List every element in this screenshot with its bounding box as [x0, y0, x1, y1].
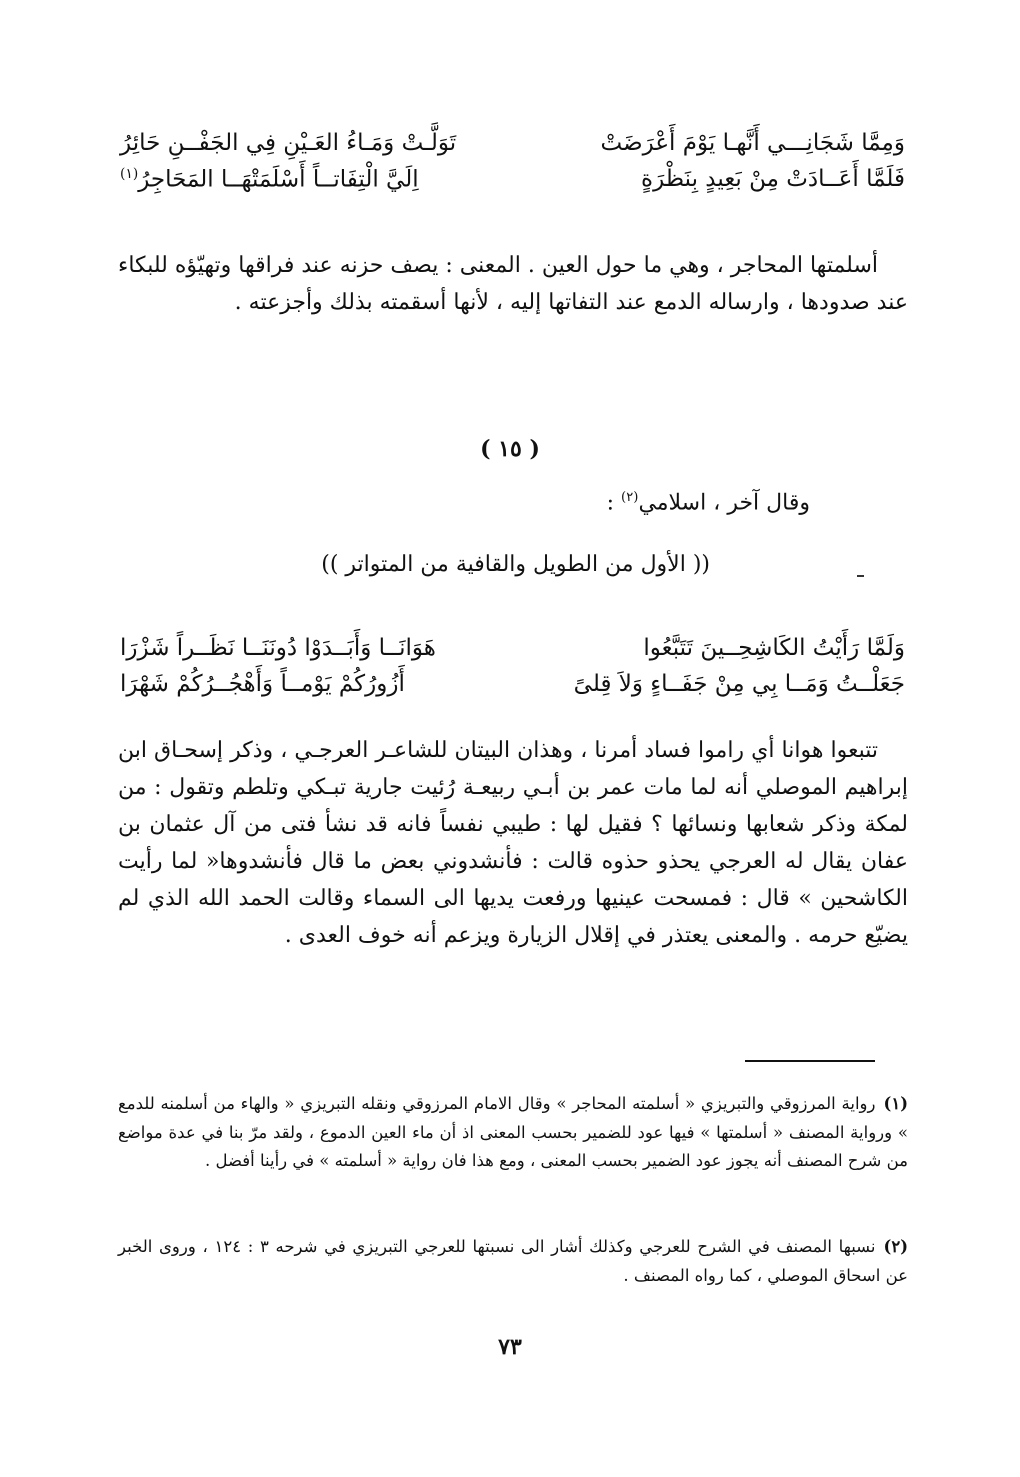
poem1-verse-1 [120, 130, 905, 164]
commentary-1: أسلمتها المحاجر ، وهي ما حول العين . المعنى : يصف حزنه عند فراقها وتهيّؤه للبكاء عند صدودها ، وارساله الدمع عند التفاتها إليه ، لأنها أسقمته بذلك وأجزعته . [118, 253, 908, 315]
footnote-ref: (٢) [621, 490, 639, 505]
footnote-number: (١) [883, 1094, 908, 1113]
poem-intro [607, 490, 810, 515]
meter-note: (( الأول من الطويل والقافية من المتواتر )) [321, 552, 710, 577]
poem2-verse-2 [120, 671, 905, 705]
footnote-text: رواية المرزوقي والتبريزي « أسلمته المحاجر » وقال الامام المرزوقي ونقله التبريزي « والهاء من أسلمنه للدمع » ورواية المصنف « أسلمتها » فيها عود للضمير بحسب المعنى اذ أن ماء العين الدموع ، ولقد مرّ بنا في عدة مواضع من شرح المصنف أنه يجوز عود الضمير بحسب المعنى ، ومع هذا فان رواية « أسلمته » في رأينا أفضل . [118, 1094, 908, 1170]
hemistich-first: فَلَمَّا أَعَــادَتْ مِنْ بَعِيدٍ بِنَظْرَةٍ [641, 166, 905, 192]
intro-colon: : [606, 490, 622, 516]
footnote-divider [745, 1060, 875, 1062]
intro-text: وقال آخر ، اسلامي [638, 490, 810, 516]
hemistich-second [120, 166, 419, 193]
commentary-2: تتبعوا هوانا أي راموا فساد أمرنا ، وهذان البيتان للشاعـر العرجـي ، وذكر إسحـاق ابن إبراهيم الموصلي أنه لما مات عمر بن أبـي ربيعـة رُئيت جارية تبـكي وتلطم وتقول : من لمكة وذكر شعابها ونسائها ؟ فقيل لها : طيبي نفساً فانه قد نشأ فتى من آل عثمان بن عفان يقال له العرجي يحذو حذوه قالت : فأنشدوني بعض ما قال فأنشدوها« لما رأيت الكاشحين » قال : فمسحت عينيها ورفعت يديها الى السماء وقالت الحمد الله الذي لم يضيّع حرمه . والمعنى يعتذر في إقلال الزيارة ويزعم أنه خوف العدى . [118, 738, 908, 948]
hemistich-first: وَلَمَّا رَأَيْتُ الكَاشِحِــينَ تَتَبَّعُوا [643, 635, 905, 661]
poem2-verse-1 [120, 635, 905, 669]
footnote-text: نسبها المصنف في الشرح للعرجي وكذلك أشار الى نسبتها للعرجي التبريزي في شرحه ٣ : ١٢٤ ، وروى الخبر عن اسحاق الموصلي ، كما رواه المصنف . [118, 1237, 908, 1285]
hemistich-first: جَعَلْــتُ وَمَــا بِي مِنْ جَفَــاءٍ وَلاَ قِلىً [573, 671, 905, 697]
page-number: ٧٣ [498, 1334, 522, 1360]
poem1-verse-2 [120, 166, 905, 200]
section-number: ( ١٥ ) [480, 436, 540, 462]
hemistich-first: وَمِمَّا شَجَانِـــي أَنَّهـا يَوْمَ أَعْرَضَتْ [600, 130, 905, 156]
hemistich-second: هَوَانَــا وَأَبَــدَوْا دُونَنَــا نَظَــراً شَزْرَا [120, 635, 436, 661]
footnote-1 [118, 1090, 908, 1176]
hemistich-second: أَزُورُكُمْ يَوْمــاً وَأَهْجُــرُكُمْ شَهْرَا [120, 671, 405, 697]
dash-mark [857, 575, 864, 577]
footnote-ref: (١) [120, 166, 139, 182]
footnote-number: (٢) [883, 1237, 908, 1256]
hemistich-text: اِلَيَّ الْتِفَاتــاً أَسْلَمَتْهَــا المَحَاجِرُ [138, 166, 419, 193]
hemistich-second: تَوَلَّـتْ وَمَـاءُ العَـيْنِ فِي الجَفْــنِ حَائِرُ [120, 130, 457, 156]
footnote-2 [118, 1233, 908, 1290]
